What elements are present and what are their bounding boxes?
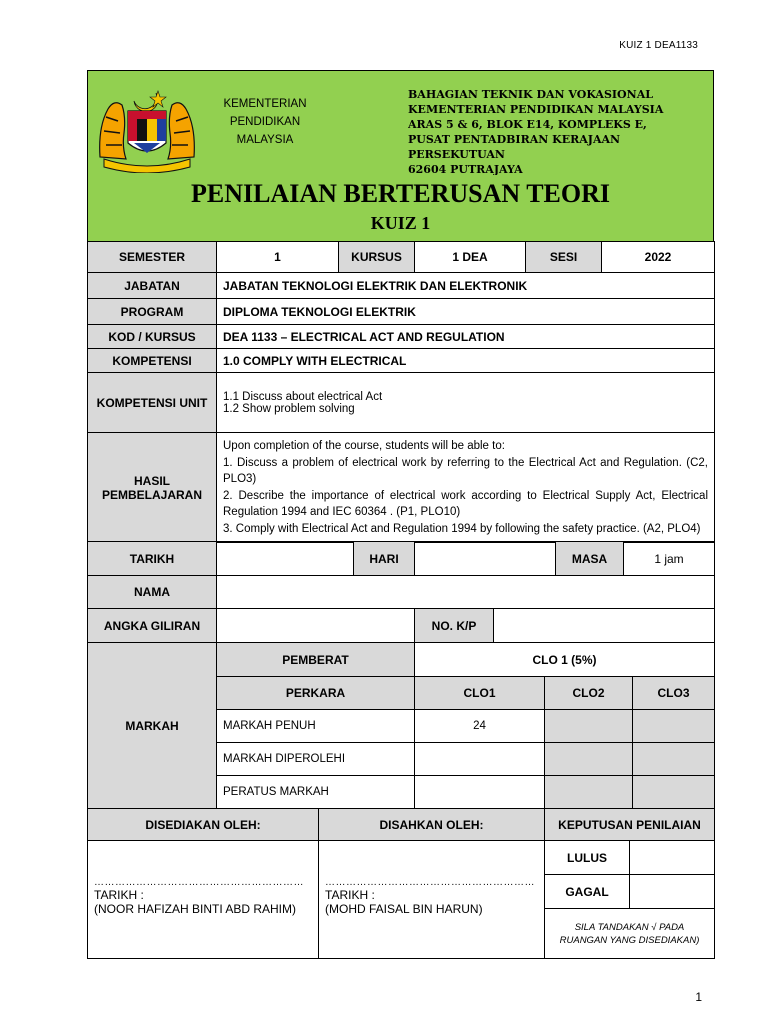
gagal-checkbox[interactable] (630, 875, 715, 909)
markah-diperolehi-clo1[interactable] (415, 743, 545, 776)
semester-value: 1 (217, 242, 339, 273)
nama-field[interactable] (217, 576, 715, 609)
nama-label: NAMA (88, 576, 217, 609)
clo3-header: CLO3 (633, 677, 715, 710)
approved-by-signature[interactable] (319, 841, 545, 959)
jabatan-row (88, 273, 715, 299)
program-value: DIPLOMA TEKNOLOGI ELEKTRIK (217, 299, 715, 325)
hasil-row (88, 433, 715, 543)
kod-row (88, 325, 715, 349)
page-subtitle: KUIZ 1 (370, 213, 431, 233)
page-title: PENILAIAN BERTERUSAN TEORI (190, 179, 611, 208)
hasil-line: 3. Comply with Electrical Act and Regulation 1994 by following the safety practice. (A2, PLO4) (223, 522, 701, 535)
peratus-markah-label: PERATUS MARKAH (217, 776, 415, 809)
hasil-label: HASIL PEMBELAJARAN (88, 433, 217, 543)
clo2-header: CLO2 (545, 677, 633, 710)
markah-diperolehi-clo2 (545, 743, 633, 776)
prepared-by-signature[interactable] (88, 841, 319, 959)
hasil-line: Upon completion of the course, students will be able to: (223, 440, 505, 452)
hari-field[interactable] (415, 542, 556, 576)
pemberat-label: PEMBERAT (217, 643, 415, 677)
markah-diperolehi-clo3 (633, 743, 715, 776)
program-row (88, 299, 715, 325)
approved-tarikh: TARIKH : (325, 888, 375, 902)
nokp-label: NO. K/P (415, 609, 494, 643)
kompetensi-unit-label: KOMPETENSI UNIT (88, 373, 217, 433)
kompetensi-unit-list (217, 373, 715, 433)
approved-name: (MOHD FAISAL BIN HARUN) (325, 902, 483, 916)
lulus-label: LULUS (545, 841, 630, 875)
kursus-value: 1 DEA (415, 242, 526, 273)
lulus-checkbox[interactable] (630, 841, 715, 875)
ministry-address: BAHAGIAN TEKNIK DAN VOKASIONAL KEMENTERIAN PENDIDIKAN MALAYSIA ARAS 5 & 6, BLOK E14, KOMPLEKS E, PUSAT PENTADBIRAN KERAJAAN PERSEKUTUAN 62604 PUTRAJAYA (408, 88, 664, 175)
markah-penuh-label: MARKAH PENUH (217, 710, 415, 743)
sesi-label: SESI (526, 242, 602, 273)
document-code: KUIZ 1 DEA1133 (619, 40, 698, 51)
prepared-name: (NOOR HAFIZAH BINTI ABD RAHIM) (94, 902, 297, 916)
course-info-table (87, 241, 715, 543)
tarikh-label: TARIKH (88, 542, 217, 576)
peratus-markah-clo3 (633, 776, 715, 809)
markah-penuh-clo2 (545, 710, 633, 743)
hasil-list (217, 433, 715, 543)
prepared-tarikh: TARIKH : (94, 888, 144, 902)
clo1-header: CLO1 (415, 677, 545, 710)
malaysia-coat-of-arms-icon (96, 87, 198, 173)
kompetensi-label: KOMPETENSI (88, 349, 217, 373)
page-number: 1 (695, 990, 702, 1004)
tarikh-field[interactable] (217, 542, 354, 576)
angka-giliran-field[interactable] (217, 609, 415, 643)
ministry-name: KEMENTERIAN PENDIDIKAN MALAYSIA (223, 98, 307, 146)
gagal-label: GAGAL (545, 875, 630, 909)
masa-label: MASA (556, 542, 624, 576)
program-label: PROGRAM (88, 299, 217, 325)
approved-by-label: DISAHKAN OLEH: (319, 809, 545, 841)
sesi-value: 2022 (602, 242, 715, 273)
markah-penuh-clo1: 24 (415, 710, 545, 743)
kompetensi-value: 1.0 COMPLY WITH ELECTRICAL (217, 349, 715, 373)
kursus-label: KURSUS (339, 242, 415, 273)
header-banner (87, 70, 714, 242)
signature-line: …………………………………………………… (325, 877, 535, 888)
kod-label: KOD / KURSUS (88, 325, 217, 349)
kompetensi-row (88, 349, 715, 373)
signoff-table (87, 808, 715, 959)
kompetensi-unit-row (88, 373, 715, 433)
semester-row (88, 242, 715, 273)
id-table (87, 608, 715, 643)
hasil-line: 1. Discuss a problem of electrical work by referring to the Electrical Act and Regulation. (C2, PLO3) (223, 456, 708, 485)
nokp-field[interactable] (494, 609, 715, 643)
decision-label: KEPUTUSAN PENILAIAN (545, 809, 715, 841)
signature-line: …………………………………………………… (94, 877, 304, 888)
pemberat-value: CLO 1 (5%) (415, 643, 715, 677)
hari-label: HARI (354, 542, 415, 576)
kod-value: DEA 1133 – ELECTRICAL ACT AND REGULATION (217, 325, 715, 349)
jabatan-value: JABATAN TEKNOLOGI ELEKTRIK DAN ELEKTRONIK (217, 273, 715, 299)
markah-penuh-clo3 (633, 710, 715, 743)
jabatan-label: JABATAN (88, 273, 217, 299)
prepared-by-label: DISEDIAKAN OLEH: (88, 809, 319, 841)
hasil-line: 2. Describe the importance of electrical work according to Electrical Supply Act, Electrical Regulation 1994 and IEC 60364 . (P1, PLO10) (223, 489, 708, 518)
instruction-note: SILA TANDAKAN √ PADA RUANGAN YANG DISEDIAKAN) (545, 909, 715, 959)
masa-value: 1 jam (624, 542, 715, 576)
perkara-label: PERKARA (217, 677, 415, 710)
angka-giliran-label: ANGKA GILIRAN (88, 609, 217, 643)
date-table (87, 541, 715, 609)
markah-diperolehi-label: MARKAH DIPEROLEHI (217, 743, 415, 776)
peratus-markah-clo2 (545, 776, 633, 809)
semester-label: SEMESTER (88, 242, 217, 273)
markah-label: MARKAH (88, 643, 217, 809)
kompetensi-unit-item: 1.1 Discuss about electrical Act (223, 390, 383, 403)
markah-table (87, 642, 715, 809)
kompetensi-unit-item: 1.2 Show problem solving (223, 402, 355, 415)
peratus-markah-clo1[interactable] (415, 776, 545, 809)
